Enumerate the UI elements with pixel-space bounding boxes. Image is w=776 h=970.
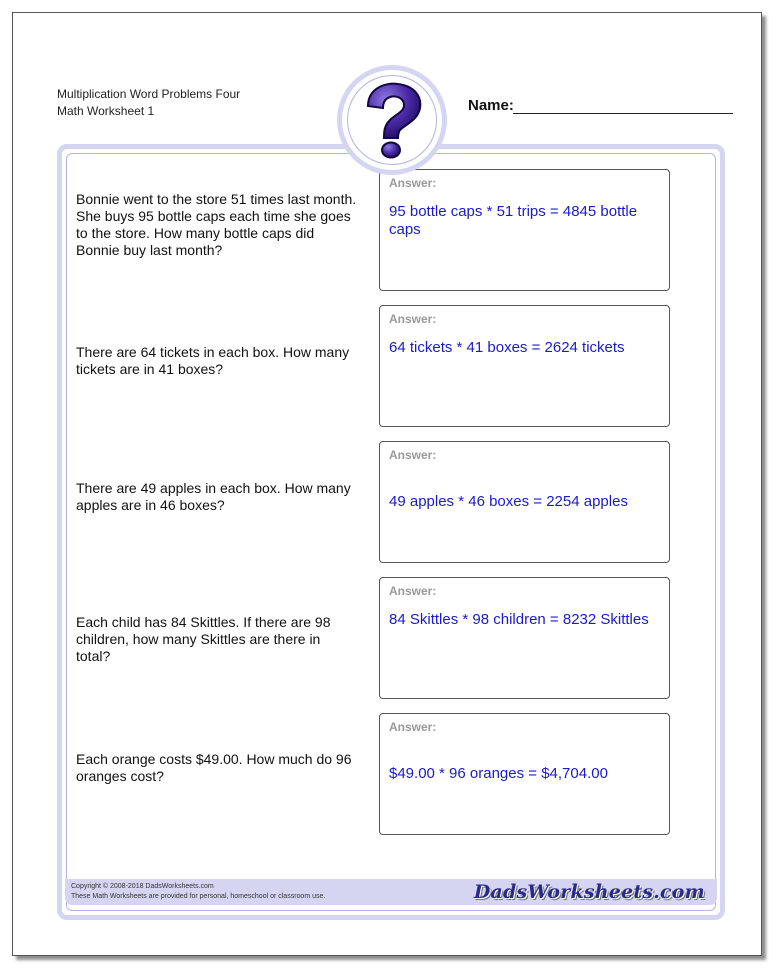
problem-5-question: Each orange costs $49.00. How much do 96 oranges cost? (76, 751, 352, 784)
problem-2-question: There are 64 tickets in each box. How many tickets are in 41 boxes? (76, 344, 350, 377)
problem-4-answer: 84 Skittles * 98 children = 8232 Skittles (389, 611, 649, 628)
problem-5-answer: $49.00 * 96 oranges = $4,704.00 (389, 765, 608, 782)
question-mark-icon (356, 80, 428, 160)
problem-3-answer: 49 apples * 46 boxes = 2254 apples (389, 493, 628, 510)
problem-1-question: Bonnie went to the store 51 times last month. She buys 95 bottle caps each time she goes to the store. How many bottle caps did Bonnie buy last month? (76, 191, 357, 258)
problem-1-answer-box[interactable] (379, 169, 670, 291)
worksheet-page (12, 12, 762, 956)
answer-label: Answer: (389, 584, 437, 598)
name-field[interactable] (513, 113, 733, 114)
problem-5-answer-box[interactable] (379, 713, 670, 835)
usage-note: These Math Worksheets are provided for personal, homeschool or classroom use. (71, 893, 326, 900)
problem-4-answer-box[interactable] (379, 577, 670, 699)
answer-label: Answer: (389, 448, 437, 462)
problem-1-answer: 95 bottle caps * 51 trips = 4845 bottle caps (389, 203, 638, 238)
question-badge (337, 65, 447, 175)
problem-3-answer-box[interactable] (379, 441, 670, 563)
dadsworksheets-logo: DadsWorksheets.com (473, 881, 705, 903)
answer-label: Answer: (389, 312, 437, 326)
problem-3-question: There are 49 apples in each box. How many apples are in 46 boxes? (76, 480, 351, 513)
worksheet-subtitle: Math Worksheet 1 (57, 104, 155, 118)
problem-4-question: Each child has 84 Skittles. If there are 98 children, how many Skittles are there in total? (76, 614, 331, 664)
answer-label: Answer: (389, 176, 437, 190)
problem-2-answer: 64 tickets * 41 boxes = 2624 tickets (389, 339, 625, 356)
name-label: Name: (468, 97, 514, 114)
problem-2-answer-box[interactable] (379, 305, 670, 427)
worksheet-title: Multiplication Word Problems Four (57, 87, 241, 101)
copyright-line: Copyright © 2008-2018 DadsWorksheets.com (71, 883, 214, 890)
copyright-text (71, 882, 325, 902)
answer-label: Answer: (389, 720, 437, 734)
footer-bar (65, 879, 717, 905)
